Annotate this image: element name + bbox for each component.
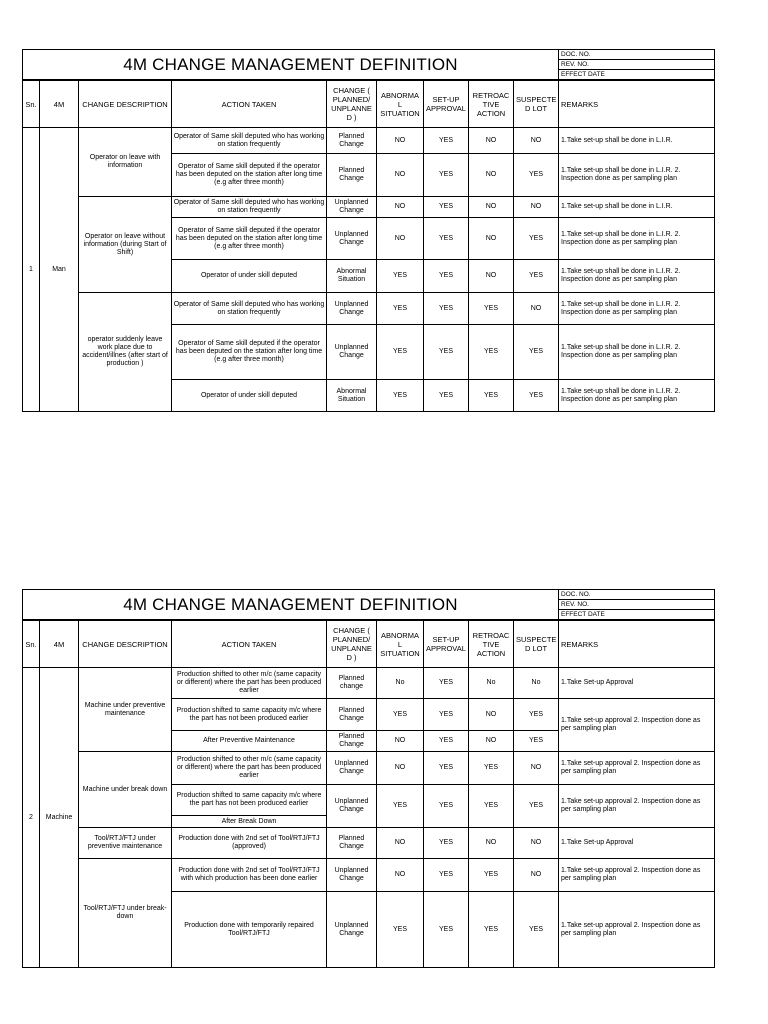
col-4m: 4M bbox=[40, 81, 79, 128]
suspected-cell: YES bbox=[514, 380, 559, 412]
retro-cell: YES bbox=[469, 752, 514, 785]
col-suspected-lot: SUSPECTE D LOT bbox=[514, 81, 559, 128]
action-cell: Production shifted to same capacity m/c where the part has not been produced earlier bbox=[172, 699, 327, 731]
abnormal-cell: NO bbox=[377, 752, 424, 785]
remarks-cell: 1.Take Set-up Approval bbox=[559, 668, 715, 699]
abnormal-cell: NO bbox=[377, 731, 424, 752]
action-cell: Operator of under skill deputed bbox=[172, 260, 327, 293]
col-remarks: REMARKS bbox=[559, 621, 715, 668]
document-header bbox=[22, 589, 715, 620]
change-type-cell: Planned Change bbox=[327, 828, 377, 859]
action-cell: Operator of Same skill deputed who has working on station frequently bbox=[172, 128, 327, 154]
col-change-type: CHANGE ( PLANNED/ UNPLANNE D ) bbox=[327, 81, 377, 128]
doc-no-label: DOC. NO. bbox=[559, 590, 715, 600]
setup-cell: YES bbox=[424, 752, 469, 785]
remarks-cell: 1.Take set-up shall be done in L.I.R. bbox=[559, 197, 715, 218]
setup-cell: YES bbox=[424, 859, 469, 892]
retro-cell: NO bbox=[469, 197, 514, 218]
document-header bbox=[22, 49, 715, 80]
document-title: 4M CHANGE MANAGEMENT DEFINITION bbox=[23, 590, 559, 620]
sheet-man bbox=[22, 49, 714, 412]
remarks-cell: 1.Take set-up approval 2. Inspection done as per sampling plan bbox=[559, 859, 715, 892]
action-cell: Production done with temporarily repaired Tool/RTJ/FTJ bbox=[172, 892, 327, 968]
table-row bbox=[23, 668, 715, 699]
suspected-cell: YES bbox=[514, 731, 559, 752]
abnormal-cell: NO bbox=[377, 828, 424, 859]
col-remarks: REMARKS bbox=[559, 81, 715, 128]
change-type-cell: Unplanned Change bbox=[327, 892, 377, 968]
table-row bbox=[23, 293, 715, 325]
sheet-machine bbox=[22, 589, 714, 968]
change-type-cell: Unplanned Change bbox=[327, 859, 377, 892]
change-description-cell: Tool/RTJ/FTJ under break-down bbox=[79, 859, 172, 968]
abnormal-cell: YES bbox=[377, 785, 424, 828]
retro-cell: NO bbox=[469, 260, 514, 293]
col-action-taken: ACTION TAKEN bbox=[172, 621, 327, 668]
effect-date-label: EFFECT DATE bbox=[559, 70, 715, 80]
retro-cell: NO bbox=[469, 128, 514, 154]
action-cell: Operator of Same skill deputed who has working on station frequently bbox=[172, 293, 327, 325]
suspected-cell: NO bbox=[514, 859, 559, 892]
abnormal-cell: YES bbox=[377, 260, 424, 293]
suspected-cell: NO bbox=[514, 828, 559, 859]
change-type-cell: Planned Change bbox=[327, 128, 377, 154]
col-change-description: CHANGE DESCRIPTION bbox=[79, 621, 172, 668]
action-cell: After Break Down bbox=[172, 816, 327, 828]
change-type-cell: Planned change bbox=[327, 668, 377, 699]
change-type-cell: Planned Change bbox=[327, 731, 377, 752]
col-sn: Sn. bbox=[23, 81, 40, 128]
abnormal-cell: YES bbox=[377, 293, 424, 325]
abnormal-cell: YES bbox=[377, 699, 424, 731]
abnormal-cell: NO bbox=[377, 197, 424, 218]
col-sn: Sn. bbox=[23, 621, 40, 668]
machine-table bbox=[22, 620, 715, 968]
setup-cell: YES bbox=[424, 218, 469, 260]
remarks-cell: 1.Take set-up shall be done in L.I.R. 2. Inspection done as per sampling plan bbox=[559, 260, 715, 293]
action-cell: Production done with 2nd set of Tool/RTJ/FTJ with which production has been done earlier bbox=[172, 859, 327, 892]
suspected-cell: YES bbox=[514, 892, 559, 968]
effect-date-label: EFFECT DATE bbox=[559, 610, 715, 620]
change-type-cell: Unplanned Change bbox=[327, 218, 377, 260]
retro-cell: YES bbox=[469, 325, 514, 380]
col-change-type: CHANGE ( PLANNED/ UNPLANNE D ) bbox=[327, 621, 377, 668]
abnormal-cell: NO bbox=[377, 128, 424, 154]
suspected-cell: NO bbox=[514, 197, 559, 218]
retro-cell: No bbox=[469, 668, 514, 699]
setup-cell: YES bbox=[424, 785, 469, 828]
setup-cell: YES bbox=[424, 154, 469, 197]
category-cell: Man bbox=[40, 128, 79, 412]
col-setup-approval: SET-UP APPROVAL bbox=[424, 621, 469, 668]
remarks-cell: 1.Take set-up shall be done in L.I.R. 2. Inspection done as per sampling plan bbox=[559, 218, 715, 260]
abnormal-cell: NO bbox=[377, 154, 424, 197]
suspected-cell: No bbox=[514, 668, 559, 699]
remarks-cell: 1.Take set-up approval 2. Inspection done as per sampling plan bbox=[559, 892, 715, 968]
abnormal-cell: YES bbox=[377, 325, 424, 380]
remarks-cell: 1.Take set-up shall be done in L.I.R. bbox=[559, 128, 715, 154]
col-abnormal-situation: ABNORMA L SITUATION bbox=[377, 621, 424, 668]
suspected-cell: YES bbox=[514, 699, 559, 731]
change-type-cell: Unplanned Change bbox=[327, 197, 377, 218]
abnormal-cell: No bbox=[377, 668, 424, 699]
col-setup-approval: SET-UP APPROVAL bbox=[424, 81, 469, 128]
suspected-cell: NO bbox=[514, 128, 559, 154]
retro-cell: NO bbox=[469, 154, 514, 197]
action-cell: Production shifted to other m/c (same capacity or different) where the part has been produced earlier bbox=[172, 752, 327, 785]
retro-cell: YES bbox=[469, 859, 514, 892]
col-change-description: CHANGE DESCRIPTION bbox=[79, 81, 172, 128]
change-description-cell: Operator on leave with information bbox=[79, 128, 172, 197]
suspected-cell: YES bbox=[514, 325, 559, 380]
col-retroactive-action: RETROAC TIVE ACTION bbox=[469, 621, 514, 668]
remarks-cell: 1.Take set-up shall be done in L.I.R. 2. Inspection done as per sampling plan bbox=[559, 293, 715, 325]
doc-no-label: DOC. NO. bbox=[559, 50, 715, 60]
change-description-cell: Machine under preventive maintenance bbox=[79, 668, 172, 752]
col-action-taken: ACTION TAKEN bbox=[172, 81, 327, 128]
suspected-cell: YES bbox=[514, 218, 559, 260]
sn-cell: 1 bbox=[23, 128, 40, 412]
setup-cell: YES bbox=[424, 731, 469, 752]
change-type-cell: Unplanned Change bbox=[327, 785, 377, 828]
change-type-cell: Planned Change bbox=[327, 699, 377, 731]
action-cell: After Preventive Maintenance bbox=[172, 731, 327, 752]
setup-cell: YES bbox=[424, 128, 469, 154]
retro-cell: YES bbox=[469, 892, 514, 968]
suspected-cell: YES bbox=[514, 785, 559, 828]
retro-cell: YES bbox=[469, 380, 514, 412]
action-cell: Operator of Same skill deputed if the operator has been deputed on the station after long time (e.g after three month) bbox=[172, 325, 327, 380]
change-type-cell: Unplanned Change bbox=[327, 325, 377, 380]
action-cell: Production shifted to same capacity m/c where the part has not been produced earlier bbox=[172, 785, 327, 816]
table-row bbox=[23, 197, 715, 218]
remarks-cell: 1.Take set-up approval 2. Inspection done as per sampling plan bbox=[559, 699, 715, 752]
remarks-cell: 1.Take set-up shall be done in L.I.R. 2. Inspection done as per sampling plan bbox=[559, 380, 715, 412]
sn-cell: 2 bbox=[23, 668, 40, 968]
change-description-cell: Machine under break down bbox=[79, 752, 172, 828]
retro-cell: NO bbox=[469, 731, 514, 752]
change-type-cell: Abnormal Situation bbox=[327, 380, 377, 412]
action-cell: Operator of Same skill deputed if the operator has been deputed on the station after long time (e.g after three month) bbox=[172, 218, 327, 260]
abnormal-cell: NO bbox=[377, 859, 424, 892]
abnormal-cell: YES bbox=[377, 380, 424, 412]
setup-cell: YES bbox=[424, 828, 469, 859]
col-abnormal-situation: ABNORMA L SITUATION bbox=[377, 81, 424, 128]
setup-cell: YES bbox=[424, 293, 469, 325]
remarks-cell: 1.Take set-up shall be done in L.I.R. 2. Inspection done as per sampling plan bbox=[559, 154, 715, 197]
table-row bbox=[23, 752, 715, 785]
setup-cell: YES bbox=[424, 380, 469, 412]
category-cell: Machine bbox=[40, 668, 79, 968]
rev-no-label: REV. NO. bbox=[559, 60, 715, 70]
remarks-cell: 1.Take set-up shall be done in L.I.R. 2. Inspection done as per sampling plan bbox=[559, 325, 715, 380]
setup-cell: YES bbox=[424, 699, 469, 731]
table-row bbox=[23, 828, 715, 859]
setup-cell: YES bbox=[424, 260, 469, 293]
col-retroactive-action: RETROAC TIVE ACTION bbox=[469, 81, 514, 128]
remarks-cell: 1.Take Set-up Approval bbox=[559, 828, 715, 859]
abnormal-cell: NO bbox=[377, 218, 424, 260]
col-4m: 4M bbox=[40, 621, 79, 668]
setup-cell: YES bbox=[424, 892, 469, 968]
change-description-cell: Tool/RTJ/FTJ under preventive maintenance bbox=[79, 828, 172, 859]
action-cell: Operator of under skill deputed bbox=[172, 380, 327, 412]
man-table bbox=[22, 80, 715, 412]
suspected-cell: NO bbox=[514, 752, 559, 785]
col-suspected-lot: SUSPECTE D LOT bbox=[514, 621, 559, 668]
column-header-row bbox=[23, 81, 715, 128]
retro-cell: NO bbox=[469, 218, 514, 260]
action-cell: Production shifted to other m/c (same capacity or different) where the part has been produced earlier bbox=[172, 668, 327, 699]
retro-cell: YES bbox=[469, 785, 514, 828]
change-type-cell: Unplanned Change bbox=[327, 752, 377, 785]
remarks-cell: 1.Take set-up approval 2. Inspection done as per sampling plan bbox=[559, 752, 715, 785]
remarks-cell: 1.Take set-up approval 2. Inspection done as per sampling plan bbox=[559, 785, 715, 828]
retro-cell: NO bbox=[469, 828, 514, 859]
action-cell: Operator of Same skill deputed who has working on station frequently bbox=[172, 197, 327, 218]
suspected-cell: YES bbox=[514, 154, 559, 197]
suspected-cell: YES bbox=[514, 260, 559, 293]
setup-cell: YES bbox=[424, 325, 469, 380]
document-title: 4M CHANGE MANAGEMENT DEFINITION bbox=[23, 50, 559, 80]
setup-cell: YES bbox=[424, 197, 469, 218]
rev-no-label: REV. NO. bbox=[559, 600, 715, 610]
change-description-cell: Operator on leave without information (during Start of Shift) bbox=[79, 197, 172, 293]
change-type-cell: Abnormal Situation bbox=[327, 260, 377, 293]
action-cell: Production done with 2nd set of Tool/RTJ/FTJ (approved) bbox=[172, 828, 327, 859]
retro-cell: YES bbox=[469, 293, 514, 325]
retro-cell: NO bbox=[469, 699, 514, 731]
abnormal-cell: YES bbox=[377, 892, 424, 968]
change-description-cell: operator suddenly leave work place due to accident/illnes (after start of production ) bbox=[79, 293, 172, 412]
setup-cell: YES bbox=[424, 668, 469, 699]
action-cell: Operator of Same skill deputed if the operator has been deputed on the station after long time (e.g after three month) bbox=[172, 154, 327, 197]
change-type-cell: Unplanned Change bbox=[327, 293, 377, 325]
table-row bbox=[23, 128, 715, 154]
suspected-cell: NO bbox=[514, 293, 559, 325]
change-type-cell: Planned Change bbox=[327, 154, 377, 197]
column-header-row bbox=[23, 621, 715, 668]
table-row bbox=[23, 859, 715, 892]
